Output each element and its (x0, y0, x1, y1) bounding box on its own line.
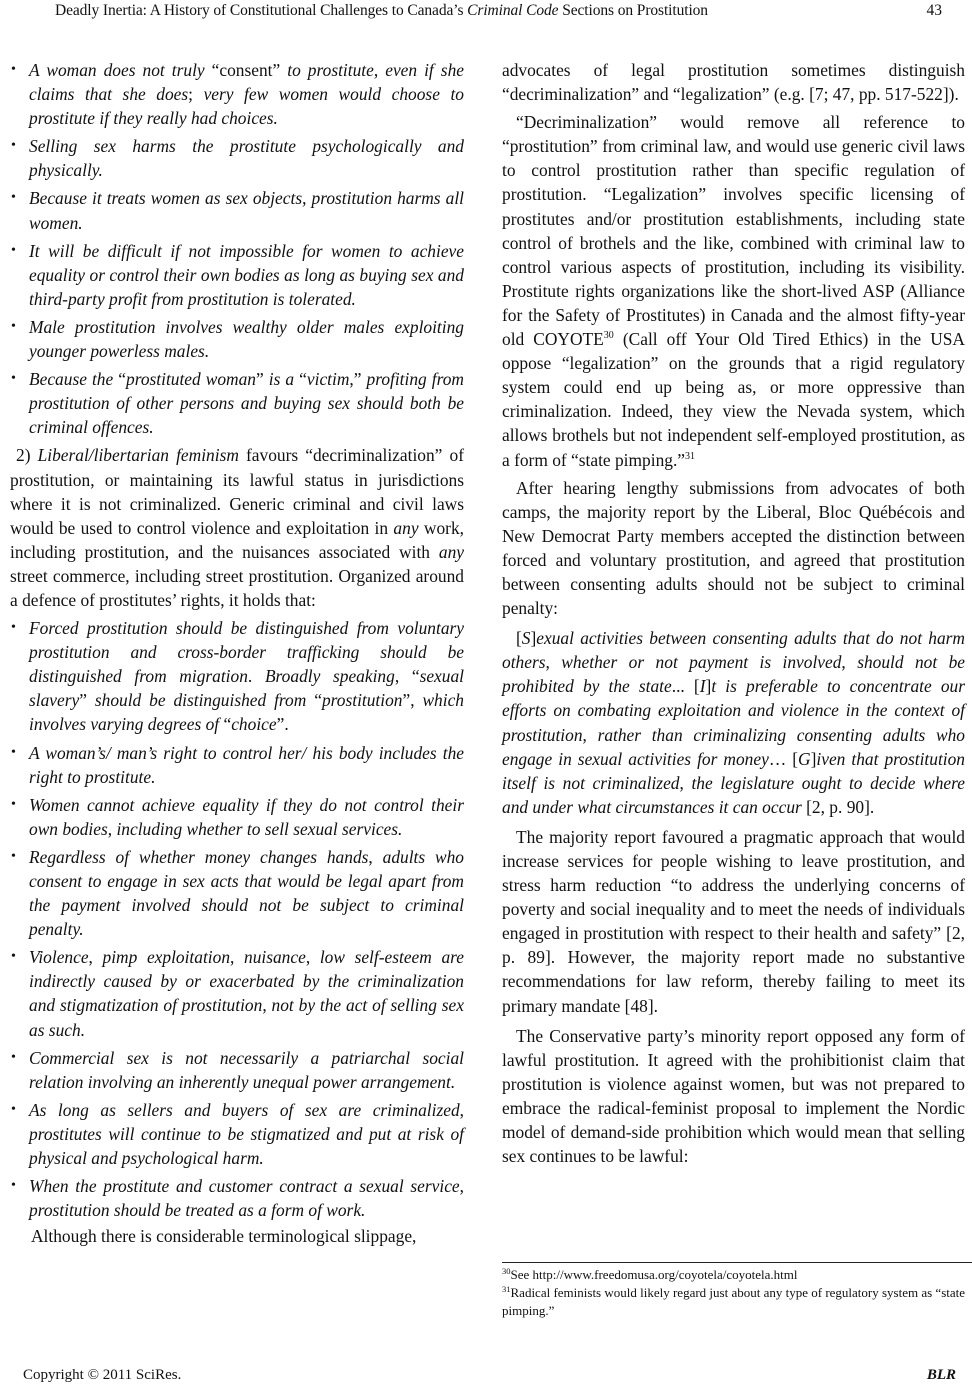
text-run: Because it treats women as sex objects (29, 188, 303, 209)
footnote-divider (502, 1262, 972, 1263)
text-run: As long as sellers and buyers of sex are criminalized (29, 1099, 460, 1120)
text-run: “Decriminalization” would remove all reference to “prostitution” from criminal law, and would use generic civil laws to control prostitution rather than specific regulation of prostitution. “Legalization” involves specific licensing of prostitutes and/or prostitution establishments, including state control of brothels and the like, combined with criminal law to control various aspects of prostitution, including its visibility. Prostitute rights organizations like the short-lived ASP (Alliance for the Safety of Prostitutes) in Canada and the almost fifty-year old COYOTE (502, 112, 965, 350)
emphasis: rather than criminalizing consenting adults who engage in sexual activities for money (502, 724, 965, 769)
text-run: Male prostitution involves wealthy older males exploiting younger powerless males. (29, 316, 464, 362)
bullet-icon: • (11, 949, 16, 965)
text-run: street commerce, including street prostitution. Organized around a defence of prostitutes’ rights, it holds that: (10, 565, 464, 610)
text-run: very few women would choose to prostitute if they really had choices. (29, 84, 464, 129)
bullet-text (29, 741, 464, 789)
upright-punctuation: “ (118, 369, 126, 390)
upright-punctuation: , “ (394, 666, 420, 687)
continuation-paragraph (502, 58, 965, 106)
bullet-icon: • (11, 138, 16, 154)
bullet-icon: • (11, 62, 16, 77)
bullet-text (29, 186, 464, 234)
text-run: , (582, 724, 598, 745)
text-run: ] (810, 748, 817, 769)
upright-punctuation: . (247, 666, 265, 687)
bullet-text (29, 134, 464, 182)
bullet-list-item (10, 58, 464, 130)
text-run: victim (306, 369, 350, 390)
text-run: (Call off Your Old Tired Ethics) in the USA oppose “legalization” on the grounds that a rigid regulatory system could end up being as, or more oppressive than criminalization. Indeed, they view the Nevada system, which allows brothels but not independent self-employed prostitution, as a form of “state pimping.” (502, 329, 965, 470)
emphasis: exual activities between consenting adults that do not harm others (502, 628, 965, 673)
bullet-icon: • (11, 848, 16, 864)
upright-punctuation: , (459, 1099, 464, 1120)
bullet-icon: • (11, 242, 16, 258)
decriminalization-paragraph (502, 110, 965, 471)
bullet-icon: • (11, 620, 16, 636)
radical-feminism-bullet-list (10, 58, 464, 439)
text-run: Deadly Inertia: A History of Constitutional Challenges to Canada’s (55, 2, 468, 19)
upright-punctuation: ” (79, 690, 95, 711)
upright-punctuation: , (262, 995, 272, 1016)
text-run: Because the (29, 369, 119, 390)
upright-punctuation: ,” (349, 369, 367, 390)
conservative-minority-paragraph (502, 1024, 965, 1169)
bullet-icon: • (11, 1049, 16, 1065)
text-run: Sections on Prostitution (558, 2, 708, 19)
footnote-31-marker: 31 (502, 1284, 511, 1294)
bullet-list-item (10, 239, 464, 311)
upright-punctuation: “ (314, 690, 322, 711)
text-run: The Conservative party’s minority report opposed any form of lawful prostitution. It agreed with the prohibitionist claim that prostitution is violence against women, but was not prepared to embrace the radical-feminist proposal to implement the Nordic model of demand-side prohibition which would mean that selling sex continues to be lawful: (502, 1025, 965, 1167)
liberal-feminism-paragraph (10, 443, 464, 612)
text-run: Women cannot achieve equality if they do not control their own bodies (29, 794, 464, 839)
text-run: should be distinguished from (94, 690, 315, 711)
bullet-text (29, 1098, 464, 1170)
text-run: Commercial sex is not necessarily a patriarchal social relation involving an inherently unequal power arrangement. (29, 1047, 464, 1092)
committee-quotation (502, 626, 965, 819)
emphasis: should not be prohibited by the state (502, 652, 966, 697)
running-head-title (55, 0, 708, 22)
bullet-text (29, 58, 464, 130)
footnote-30-marker: 30 (502, 1266, 511, 1276)
bullet-icon: • (11, 190, 16, 206)
bullet-icon: • (11, 371, 16, 387)
upright-punctuation: , (88, 947, 103, 968)
bullet-icon: • (11, 796, 16, 812)
emphasis: t is preferable to concentrate our efforts on combating exploitation and violence in the context of prostitution (502, 676, 965, 745)
text-run: which involves varying degrees of (29, 690, 464, 735)
text-run: not by the act of selling sex as such. (29, 995, 464, 1040)
text-run: profiting from prostitution of other persons and buying sex should both be criminal offences. (29, 369, 464, 438)
emphasis: G (798, 748, 811, 769)
emphasis: whether or not payment is involved (561, 652, 842, 673)
upright-punctuation: “ (299, 369, 307, 390)
bullet-icon: • (11, 1101, 16, 1117)
bullet-list-item (10, 945, 464, 1041)
bullet-icon: • (11, 744, 16, 760)
upright-punctuation: ”. (276, 714, 289, 735)
text-run: low self-esteem are indirectly caused by or exacerbated by the criminalization and stigmatization of prostitution (29, 947, 464, 1016)
bullet-list-item (10, 616, 464, 736)
bullet-text (29, 845, 464, 941)
text-run: Broadly speaking (264, 666, 395, 687)
text-run: prostitution harms all women. (29, 188, 464, 233)
text-run: Selling sex harms the prostitute psychologically and physically. (29, 136, 464, 181)
text-run: , (545, 652, 562, 673)
text-run: When the prostitute and customer contract a sexual service (29, 1176, 460, 1197)
text-run: [2, p. 90]. (801, 796, 875, 817)
text-run: prostitution should be treated as a form of work. (29, 1200, 366, 1221)
bullet-text (29, 616, 464, 736)
text-run: A woman’s/ man’s right to control her/ his body includes the right to prostitute. (29, 742, 464, 787)
text-run: … [ (768, 748, 799, 769)
bullet-text (29, 1174, 464, 1222)
text-run: After hearing lengthy submissions from advocates of both camps, the majority report by the Liberal, Bloc Québécois and New Democrat Party members accepted the distinction between forced and voluntary prostitution, and agreed that prostitution between consenting adults should not be subject to criminal penalty: (502, 477, 965, 619)
text-run: ... [ (671, 676, 700, 697)
text-run: Although there is considerable terminological slippage, (31, 1226, 417, 1247)
text-run: is a (263, 369, 300, 390)
text-run: , (679, 772, 692, 793)
text-run: ] (705, 676, 712, 697)
footnote-30-link[interactable]: See http://www.freedomusa.org/coyotela/coyotela.html (510, 1267, 798, 1282)
bullet-icon: • (11, 1178, 16, 1194)
upright-punctuation: , (305, 947, 320, 968)
text-run: prostituted woman (126, 369, 256, 390)
pragmatic-approach-paragraph (502, 825, 965, 1018)
text-run: Forced prostitution should be distinguished from voluntary prostitution and cross-border trafficking should be distinguished from migration (29, 618, 464, 687)
emphasis: any (393, 517, 419, 538)
upright-punctuation: , (107, 818, 117, 839)
majority-report-paragraph (502, 476, 965, 621)
terminology-paragraph (10, 1224, 464, 1248)
text-run: , (841, 652, 858, 673)
text-run: ] (530, 628, 537, 649)
footnote-reference: 31 (685, 450, 696, 462)
bullet-text (29, 793, 464, 841)
footnotes (502, 1266, 972, 1320)
upright-punctuation: ” (256, 369, 264, 390)
text-run: nuisance (244, 947, 306, 968)
left-column (10, 58, 464, 1252)
text-run: The majority report favoured a pragmatic approach that would increase services for people wishing to leave prostitution, and stress harm reduction “to address the underlying concerns of poverty and social inequality and to meet the needs of individuals engaged in prostitution with respect to their health and safety” [2, p. 89]. However, the majority report made no substantive recommendations for law reform, thereby failing to meet its primary mandate [48]. (502, 826, 965, 1016)
footnote-31 (502, 1284, 972, 1320)
text-run: to prostitute (280, 60, 374, 80)
footnote-reference: 30 (603, 330, 614, 342)
bullet-list-item (10, 741, 464, 789)
bullet-text (29, 1046, 464, 1094)
upright-punctuation: , (302, 188, 312, 209)
emphasis: any (438, 541, 464, 562)
footnote-30 (502, 1266, 972, 1284)
bullet-list-item (10, 1098, 464, 1170)
page-number: 43 (926, 2, 942, 19)
bullet-text (29, 315, 464, 363)
text-run: choice (231, 714, 277, 735)
bullet-list-item (10, 315, 464, 363)
bullet-text (29, 945, 464, 1041)
text-run: favours “decriminalization” of prostitution, or maintaining its lawful status in jurisdictions where it is not criminalized. Generic criminal and civil laws would be used to control violence and exploitation in (10, 445, 464, 538)
text-run: 2) (16, 445, 38, 466)
text-run: prostitution (321, 690, 403, 711)
emphasis: iven that prostitution itself is not criminalized (502, 748, 966, 793)
emphasis: I (699, 676, 706, 697)
right-column (502, 58, 965, 1172)
bullet-list-item (10, 1046, 464, 1094)
footnote-31-text: Radical feminists would likely regard just about any type of regulatory system as “state pimping.” (502, 1285, 966, 1318)
text-run: Violence (29, 947, 89, 968)
text-run: sexual slavery (29, 666, 464, 711)
upright-punctuation: , (368, 846, 383, 867)
emphasis: Liberal/libertarian feminism (37, 445, 239, 466)
emphasis: the legislature ought to decide where and under what circumstances it can occur (502, 772, 965, 817)
upright-punctuation: ; (188, 84, 204, 105)
text-run: A woman does not truly (29, 60, 212, 80)
bullet-text (29, 367, 464, 439)
text-run: It will be difficult if not impossible for women to achieve equality or control their own bodies as long as buying sex and third-party profit from prostitution is tolerated. (29, 240, 464, 309)
bullet-text (29, 239, 464, 311)
text-run: prostitutes will continue to be stigmatized and put at risk of physical and psychological harm. (29, 1123, 464, 1169)
bullet-list-item (10, 134, 464, 182)
text-run: [ (516, 628, 522, 649)
upright-punctuation: , (230, 947, 244, 968)
upright-punctuation: “ (223, 714, 232, 735)
text-run: advocates of legal prostitution sometimes distinguish “decriminalization” and “legalization” (e.g. [7; 47, pp. 517-522]). (502, 60, 965, 105)
journal-abbreviation: BLR (926, 1367, 956, 1383)
bullet-list-item (10, 1174, 464, 1222)
text-run: adults who consent to engage in sex acts that would be legal apart from the payment involved should not be subject to criminal penalty. (29, 846, 465, 940)
emphasis: S (521, 628, 531, 649)
upright-punctuation: , (373, 60, 386, 80)
text-run: including whether to sell sexual services. (116, 818, 403, 839)
upright-punctuation: ”, (402, 690, 423, 711)
liberal-feminism-bullet-list (10, 616, 464, 1222)
running-head (0, 0, 972, 22)
bullet-list-item (10, 367, 464, 439)
bullet-list-item (10, 793, 464, 841)
upright-punctuation: “consent” (211, 60, 281, 80)
text-run: pimp exploitation (102, 947, 231, 968)
bullet-icon: • (11, 318, 16, 334)
copyright-notice: Copyright © 2011 SciRes. (23, 1367, 182, 1383)
bullet-list-item (10, 186, 464, 234)
bullet-list-item (10, 845, 464, 941)
emphasis: Criminal Code (467, 2, 559, 19)
text-run: work, including prostitution, and the nuisances associated with (10, 517, 464, 562)
text-run: even if she claims that she does (29, 60, 464, 105)
text-run: Regardless of whether money changes hands (29, 846, 369, 867)
upright-punctuation: , (459, 1176, 464, 1197)
